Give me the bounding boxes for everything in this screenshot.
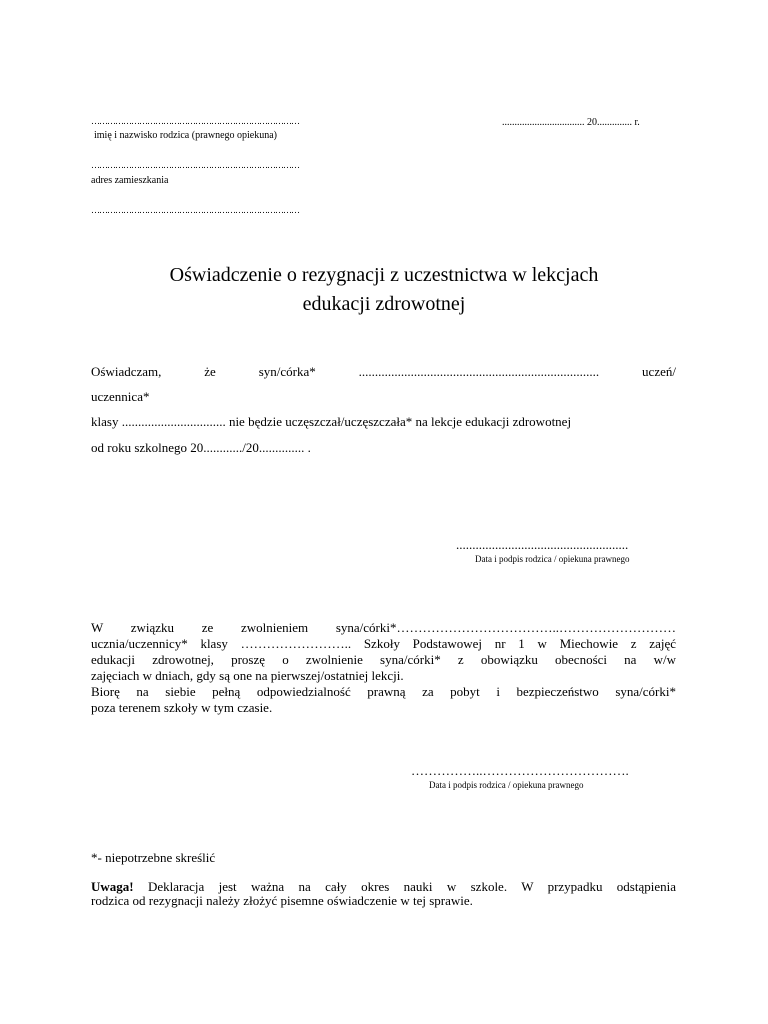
declaration-line-1 bbox=[91, 364, 676, 380]
address-field[interactable]: …………………………………………………………………… bbox=[91, 160, 299, 170]
signature-label-2: Data i podpis rodzica / opiekuna prawnego bbox=[429, 780, 584, 790]
release-line-1: W związku ze zwolnieniem syna/córki*………………………………..……………………… bbox=[91, 620, 676, 635]
document-title bbox=[90, 261, 678, 319]
date-year: 20 bbox=[587, 117, 597, 128]
footnote: *- niepotrzebne skreślić bbox=[91, 850, 216, 865]
parent-name-field[interactable]: …………………………………………………………………… bbox=[91, 116, 299, 126]
release-line-3: edukacji zdrowotnej, proszę o zwolnienie syna/córki* z obowiązku obecności na w/w bbox=[91, 652, 676, 667]
note-bold-label: Uwaga! bbox=[91, 879, 134, 894]
declaration-word: syn/córka* bbox=[258, 364, 316, 379]
declaration-line-4: od roku szkolnego 20............/20.............. . bbox=[91, 440, 311, 455]
note-text-1: Deklaracja jest ważna na cały okres nauki w szkole. W przypadku odstąpienia bbox=[133, 879, 676, 894]
declaration-line-3: klasy ................................ nie będzie uczęszczał/uczęszczała* na lekcje edukacji zdrowotnej bbox=[91, 414, 572, 429]
declaration-word: uczeń/ bbox=[642, 364, 676, 379]
date-suffix: r. bbox=[634, 117, 640, 128]
child-name-field[interactable]: .......................................................................... bbox=[358, 364, 600, 379]
note-line-2: rodzica od rezygnacji należy złożyć pisemne oświadczenie w tej sprawie. bbox=[91, 893, 473, 908]
date-field[interactable] bbox=[502, 117, 640, 128]
release-line-4: zajęciach w dniach, gdy są one na pierwszej/ostatniej lekcji. bbox=[91, 668, 404, 683]
declaration-word: Oświadczam, bbox=[91, 364, 162, 379]
release-line-6: poza terenem szkoły w tym czasie. bbox=[91, 700, 273, 715]
date-dots: ................................. bbox=[502, 117, 585, 128]
signature-label-1: Data i podpis rodzica / opiekuna prawnego bbox=[475, 554, 630, 564]
note-line-1 bbox=[91, 880, 676, 894]
declaration-word: że bbox=[204, 364, 216, 379]
declaration-line-2: uczennica* bbox=[91, 389, 150, 404]
title-line-2: edukacji zdrowotnej bbox=[302, 293, 466, 315]
release-paragraph bbox=[91, 620, 676, 716]
title-line-1: Oświadczenie o rezygnacji z uczestnictwa w lekcjach bbox=[169, 264, 599, 286]
date-year-dots: .............. bbox=[597, 117, 632, 128]
note-paragraph bbox=[91, 880, 676, 908]
release-line-2: ucznia/uczennicy* klasy …………………….. Szkoły Podstawowej nr 1 w Miechowie z zajęć bbox=[91, 636, 676, 651]
address-field-2[interactable]: …………………………………………………………………… bbox=[91, 205, 299, 215]
address-label: adres zamieszkania bbox=[91, 175, 169, 186]
signature-field-1[interactable]: ..................................................... bbox=[456, 537, 629, 552]
release-line-5: Biorę na siebie pełną odpowiedzialność prawną za pobyt i bezpieczeństwo syna/córki* bbox=[91, 684, 676, 699]
signature-field-2[interactable]: ……………..……………………………. bbox=[411, 763, 629, 778]
parent-name-label: imię i nazwisko rodzica (prawnego opiekuna) bbox=[94, 130, 277, 141]
